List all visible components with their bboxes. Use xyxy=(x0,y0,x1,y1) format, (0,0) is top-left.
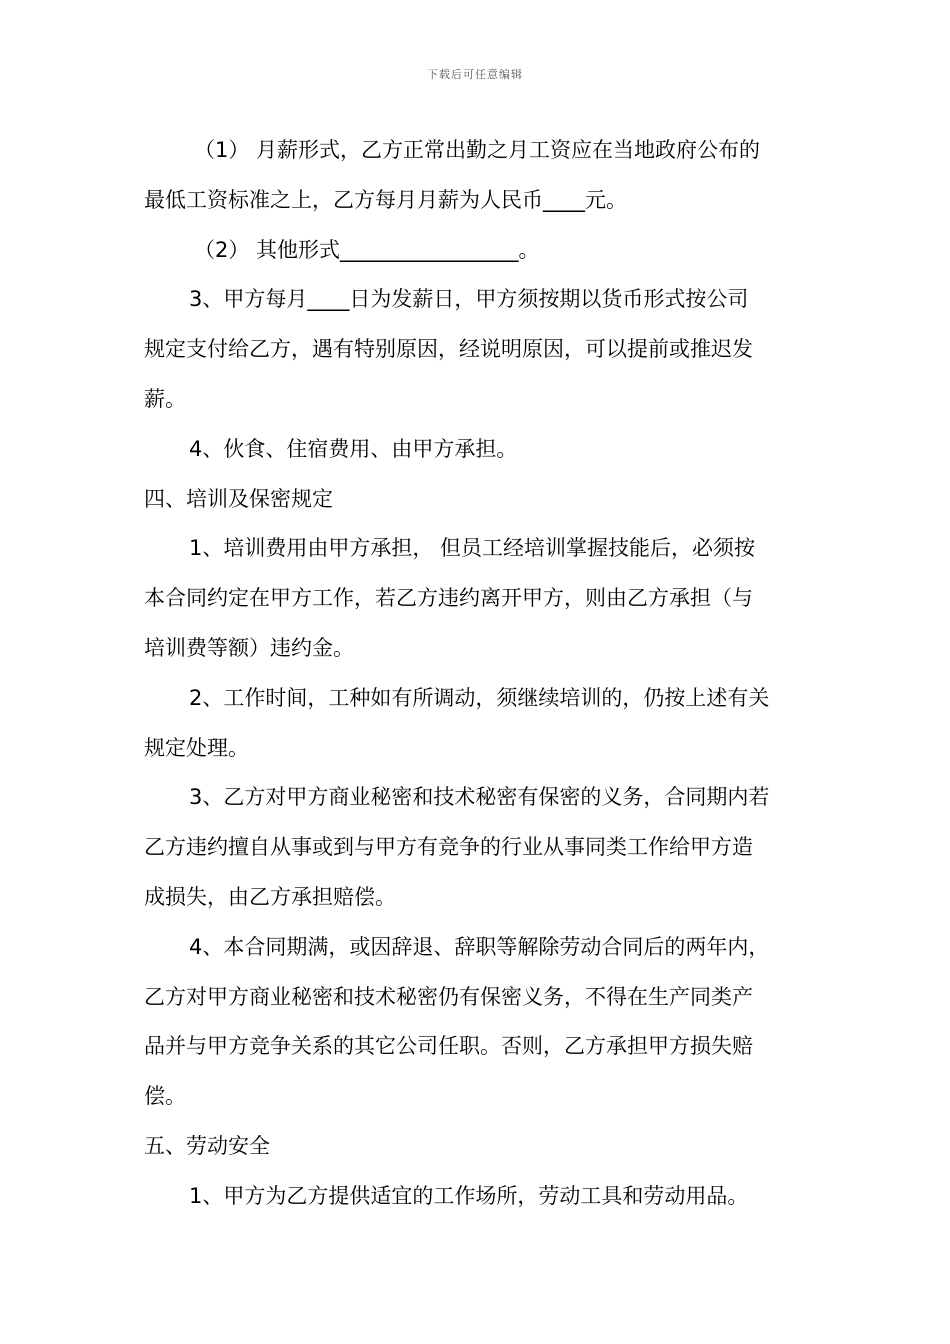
paragraph-line: 1、培训费用由甲方承担， 但员工经培训掌握技能后，必须按 xyxy=(189,536,756,561)
section-heading: 四、培训及保密规定 xyxy=(144,486,333,511)
paragraph-line: （1） 月薪形式，乙方正常出勤之月工资应在当地政府公布的 xyxy=(194,138,761,162)
paragraph-line: 3、乙方对甲方商业秘密和技术秘密有保密的义务，合同期内若 xyxy=(189,785,770,810)
paragraph-line: 偿。 xyxy=(144,1084,186,1109)
document-body xyxy=(144,126,814,1222)
section-heading: 五、劳动安全 xyxy=(144,1133,270,1158)
paragraph-line: 2、工作时间，工种如有所调动，须继续培训的，仍按上述有关 xyxy=(189,685,770,710)
paragraph-line: 规定处理。 xyxy=(144,735,249,760)
paragraph-line: 最低工资标准之上，乙方每月月薪为人民币____元。 xyxy=(144,187,627,212)
paragraph-line: 4、伙食、住宿费用、由甲方承担。 xyxy=(189,436,518,461)
paragraph-line: （2） 其他形式_________________。 xyxy=(194,237,540,262)
paragraph-line: 4、本合同期满，或因辞退、辞职等解除劳动合同后的两年内， xyxy=(189,934,770,959)
paragraph-line: 3、甲方每月____日为发薪日，甲方须按期以货币形式按公司 xyxy=(189,287,749,312)
paragraph-line: 1、甲方为乙方提供适宜的工作场所，劳动工具和劳动用品。 xyxy=(189,1183,749,1208)
paragraph-line: 品并与甲方竞争关系的其它公司任职。否则，乙方承担甲方损失赔 xyxy=(144,1034,753,1059)
paragraph-line: 乙方违约擅自从事或到与甲方有竞争的行业从事同类工作给甲方造 xyxy=(144,835,753,860)
paragraph-line: 乙方对甲方商业秘密和技术秘密仍有保密义务，不得在生产同类产 xyxy=(144,984,753,1009)
paragraph-line: 规定支付给乙方，遇有特别原因，经说明原因，可以提前或推迟发 xyxy=(144,337,753,362)
paragraph-line: 本合同约定在甲方工作，若乙方违约离开甲方，则由乙方承担（与 xyxy=(144,586,753,611)
paragraph-line: 薪。 xyxy=(144,386,186,411)
paragraph-line: 成损失，由乙方承担赔偿。 xyxy=(144,884,396,909)
page-header: 下载后可任意编辑 xyxy=(427,68,523,81)
paragraph-line: 培训费等额）违约金。 xyxy=(144,635,354,660)
